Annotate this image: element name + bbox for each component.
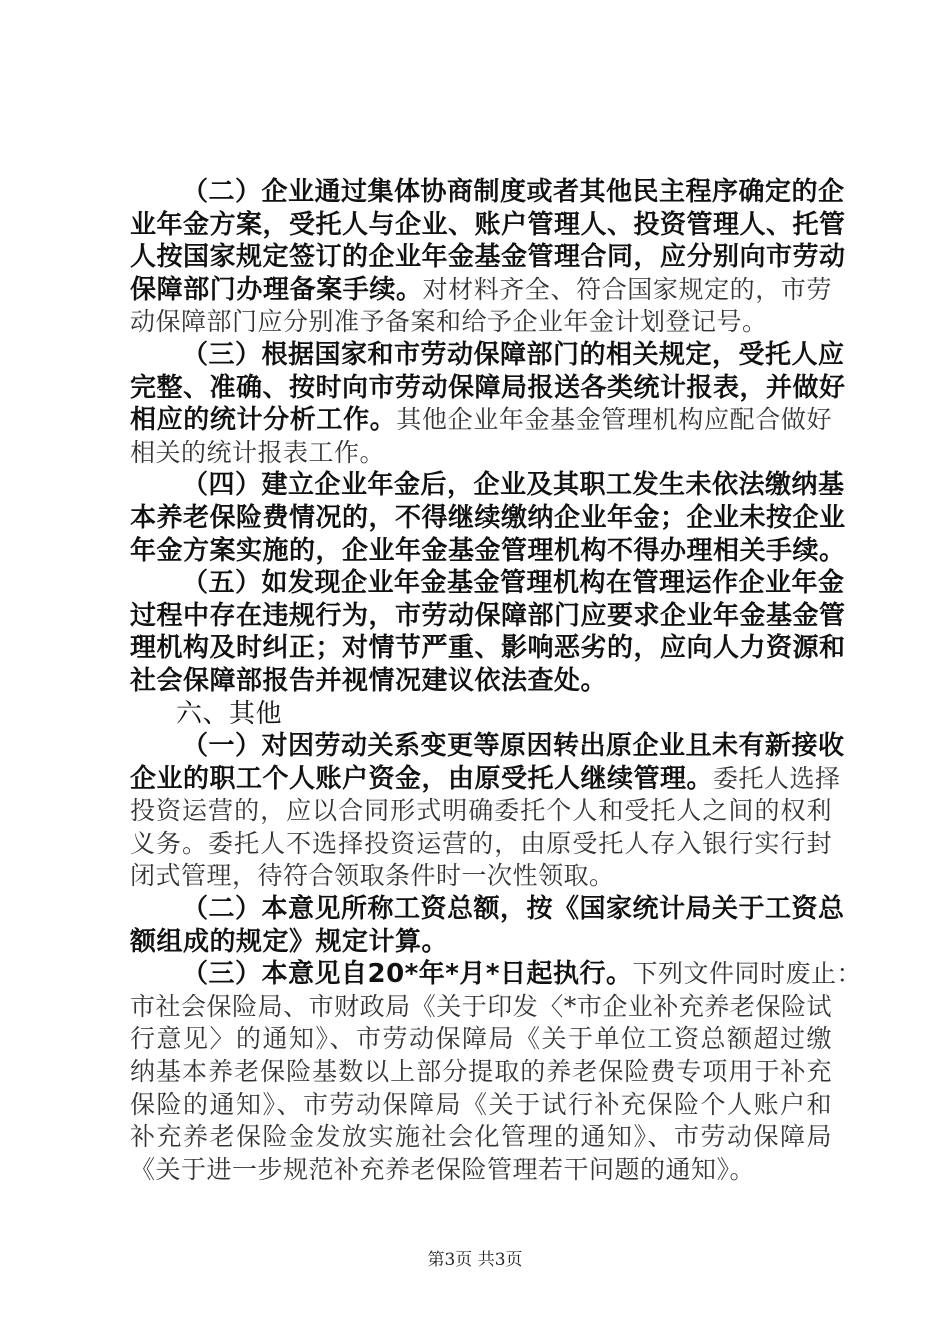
text-line: 闭式管理，待符合领取条件时一次性领取。	[130, 861, 615, 891]
text-line: （二）企业通过集体协商制度或者其他民主程序确定的企	[182, 177, 845, 207]
text-line	[130, 404, 832, 437]
text-line: 年金方案实施的，企业年金基金管理机构不得办理相关手续。	[130, 535, 846, 566]
text-line: 完整、准确、按时向市劳动保障局报送各类统计报表，并做好	[130, 372, 846, 403]
text-line: 补充养老保险金发放实施社会化管理的通知》、市劳动保障局	[130, 1122, 832, 1152]
text-segment: 对材料齐全、符合国家规定的，市劳	[422, 274, 832, 304]
text-line: 相关的统计报表工作。	[130, 437, 386, 467]
text-line: 过程中存在违规行为，市劳动保障部门应要求企业年金基金管	[130, 600, 846, 631]
text-line: （二）本意见所称工资总额，按《国家统计局关于工资总	[182, 894, 845, 925]
text-line: 动保障部门应分别准予备案和给予企业年金计划登记号。	[130, 307, 768, 337]
text-segment: 其他企业年金基金管理机构应配合做好	[396, 405, 832, 435]
text-line	[130, 763, 841, 796]
text-line: （四）建立企业年金后，企业及其职工发生未依法缴纳基	[182, 470, 845, 501]
text-line: 理机构及时纠正；对情节严重、影响恶劣的，应向人力资源和	[130, 633, 846, 664]
text-segment: 下列文件同时废止：	[632, 959, 862, 989]
text-line	[130, 274, 832, 307]
text-line: （一）对因劳动关系变更等原因转出原企业且未有新接收	[182, 731, 845, 762]
text-line: 市社会保险局、市财政局《关于印发〈*市企业补充养老保险试	[130, 991, 832, 1021]
text-line: 投资运营的，应以合同形式明确委托个人和受托人之间的权利	[130, 796, 832, 826]
text-line: 纳基本养老保险基数以上部分提取的养老保险费专项用于补充	[130, 1057, 832, 1087]
section-heading: 六、其他	[176, 698, 283, 729]
text-line: 《关于进一步规范补充养老保险管理若干问题的通知》。	[130, 1154, 756, 1184]
text-line: 行意见〉的通知》、市劳动保障局《关于单位工资总额超过缴	[130, 1024, 832, 1054]
text-line: （三）根据国家和市劳动保障部门的相关规定，受托人应	[182, 339, 845, 370]
text-line: 本养老保险费情况的，不得继续缴纳企业年金；企业未按企业	[130, 502, 846, 533]
text-segment: 相应的统计分析工作。	[130, 405, 397, 436]
text-line: 保险的通知》、市劳动保障局《关于试行补充保险个人账户和	[130, 1089, 832, 1119]
text-line: 人按国家规定签订的企业年金基金管理合同，应分别向市劳动	[130, 242, 846, 273]
text-line	[130, 958, 862, 991]
text-line: 业年金方案，受托人与企业、账户管理人、投资管理人、托管	[130, 209, 846, 240]
text-line: 社会保障部报告并视情况建议依法查处。	[130, 665, 608, 696]
text-segment: 保障部门办理备案手续。	[130, 274, 423, 305]
document-body	[130, 176, 862, 1186]
text-segment: （三）本意见自20*年*月*日起执行。	[182, 959, 633, 990]
text-line: （五）如发现企业年金基金管理机构在管理运作企业年金	[182, 568, 845, 599]
page-number: 第3页 共3页	[427, 1250, 523, 1270]
text-line: 额组成的规定》规定计算。	[130, 926, 449, 957]
text-segment: 企业的职工个人账户资金，由原受托人继续管理。	[130, 763, 714, 794]
text-segment: 委托人选择	[713, 763, 841, 793]
text-line: 义务。委托人不选择投资运营的，由原受托人存入银行实行封	[130, 828, 832, 858]
